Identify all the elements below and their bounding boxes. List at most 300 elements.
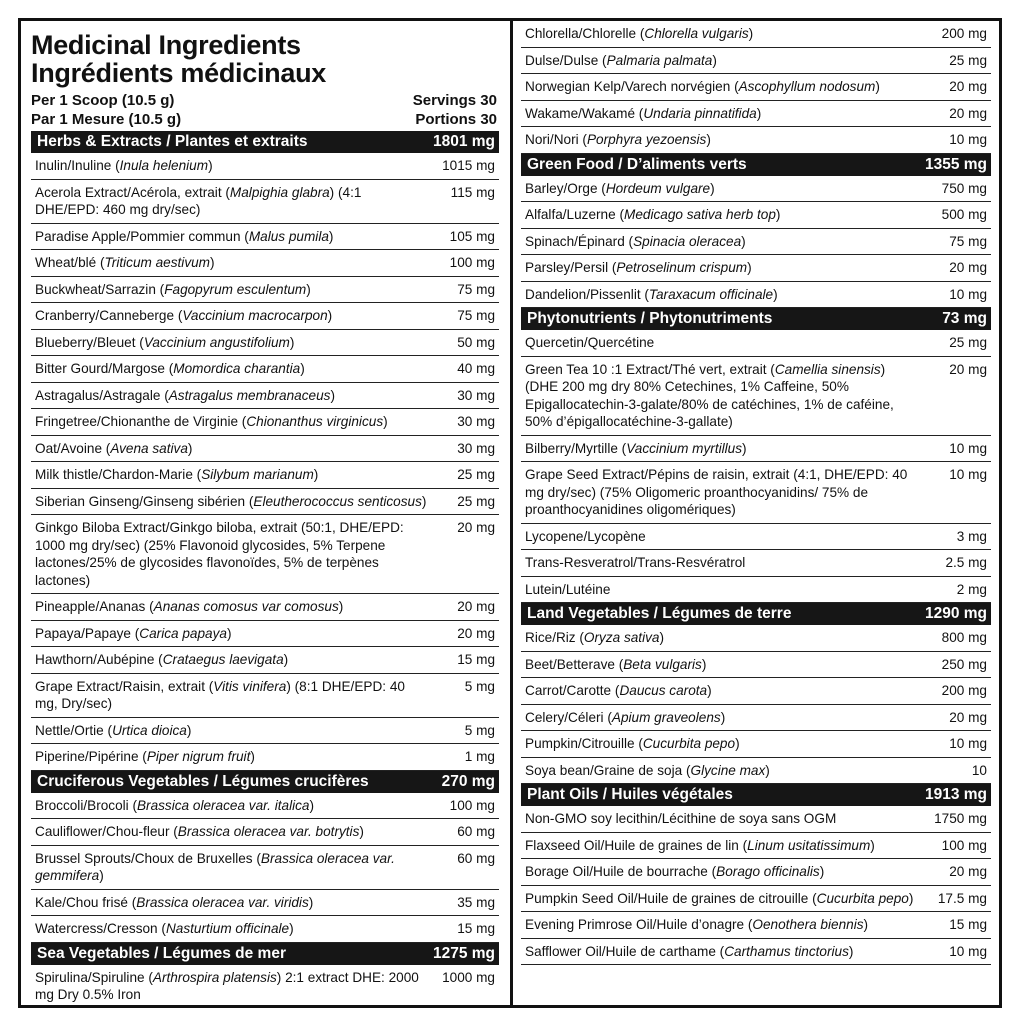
ingredient-row [31, 890, 499, 917]
ingredient-latin-name: Nasturtium officinale [165, 921, 290, 936]
ingredient-row [521, 806, 991, 833]
ingredient-latin-name: Malpighia glabra [229, 184, 330, 200]
ingredient-latin-name: Camellia sinensis [774, 361, 881, 377]
ingredient-latin-name: Brassica oleracea var. italica [136, 797, 310, 813]
ingredient-latin-name: Carthamus tinctorius [724, 943, 849, 959]
ingredient-common-name: Bitter Gourd/Margose ( [35, 361, 174, 376]
ingredient-common-name: Non-GMO soy lecithin/Lécithine de soya sans OGM [525, 811, 837, 826]
ingredient-name [525, 206, 929, 224]
ingredient-amount: 10 mg [949, 286, 987, 302]
ingredient-section [521, 784, 991, 965]
ingredient-name [525, 735, 929, 753]
ingredient-section [521, 603, 991, 784]
ingredient-name [525, 890, 929, 908]
ingredient-common-name: Hawthorn/Aubépine ( [35, 652, 163, 667]
ingredient-row [31, 819, 499, 846]
ingredient-details: ) [210, 255, 215, 270]
ingredient-details: ) [875, 79, 880, 94]
ingredient-details: ) [226, 625, 232, 641]
ingredient-latin-name: Triticum aestivum [104, 255, 211, 270]
ingredient-name [35, 307, 437, 325]
ingredient-common-name: Pineapple/Ananas ( [35, 599, 154, 614]
ingredient-latin-name: Malus pumila [248, 228, 329, 244]
ingredient-amount: 20 mg [949, 361, 987, 377]
ingredient-details: ) [710, 180, 715, 196]
ingredient-name [525, 361, 929, 431]
ingredient-latin-name: Linum usitatissimum [747, 837, 871, 853]
ingredient-details: ) [741, 233, 746, 249]
ingredient-amount: 1750 mg [934, 811, 987, 826]
section-total: 73 mg [942, 310, 987, 327]
ingredient-common-name: Grape Extract/Raisin, extrait ( [35, 678, 214, 694]
ingredient-name [35, 850, 437, 885]
ingredient-row [521, 436, 991, 463]
ingredient-details: ) [99, 868, 104, 883]
ingredient-details: ) [712, 52, 717, 68]
ingredient-details: ) [309, 797, 315, 813]
section-name: Plant Oils / Huiles végétales [527, 786, 733, 803]
ingredient-row [31, 674, 499, 718]
ingredient-name [525, 466, 929, 519]
ingredient-latin-name: Oryza sativa [583, 630, 660, 645]
ingredient-common-name: Parsley/Persil ( [525, 260, 617, 275]
ingredient-latin-name: Vaccinium angustifolium [143, 334, 290, 350]
ingredient-amount: 100 mg [449, 255, 495, 270]
ingredient-amount: 250 mg [941, 656, 987, 672]
ingredient-name [525, 25, 929, 43]
ingredient-name [35, 387, 437, 405]
ingredient-details: ) (4:1 DHE/EPD: 460 mg dry/sec) [35, 184, 362, 217]
ingredient-latin-name: Crataegus laevigata [162, 652, 284, 667]
ingredient-amount: 50 mg [457, 334, 495, 350]
ingredient-amount: 20 mg [457, 520, 495, 535]
ingredient-amount: 30 mg [457, 440, 495, 456]
ingredient-name [35, 157, 437, 175]
ingredient-row [31, 436, 499, 463]
ingredient-name [525, 837, 929, 855]
ingredient-name [35, 722, 437, 740]
ingredient-section [31, 943, 499, 1008]
ingredient-latin-name: Vaccinium myrtillus [626, 440, 743, 456]
ingredient-row [521, 127, 991, 154]
per-scoop-english: Per 1 Scoop (10.5 g) [31, 92, 175, 109]
ingredient-amount: 15 mg [949, 917, 987, 932]
ingredient-common-name: Dulse/Dulse ( [525, 52, 607, 68]
ingredient-amount: 10 mg [949, 943, 987, 959]
ingredient-common-name: Norwegian Kelp/Varech norvégien ( [525, 79, 739, 94]
ingredient-details: ) [330, 387, 335, 403]
ingredients-panel [18, 18, 1002, 1008]
ingredient-common-name: Milk thistle/Chardon-Marie ( [35, 467, 202, 482]
ingredient-amount: 10 mg [949, 132, 987, 147]
ingredient-latin-name: Ascophyllum nodosum [738, 79, 876, 94]
ingredient-common-name: Soya bean/Graine de soja ( [525, 762, 691, 778]
ingredient-common-name: Astragalus/Astragale ( [35, 387, 169, 403]
ingredient-details: ) [383, 414, 388, 429]
ingredient-name [35, 969, 437, 1004]
ingredient-name [525, 334, 929, 352]
ingredient-amount: 5 mg [464, 722, 495, 738]
ingredient-details: ) [747, 260, 752, 275]
ingredient-common-name: Grape Seed Extract/Pépins de raisin, extrait (4:1, DHE/EPD: 40 mg dry/sec) (75% Oligomeric proanthocyanidins/ 75% de proanthocyanidines oligomériques) [525, 467, 908, 517]
ingredient-amount: 60 mg [457, 850, 495, 866]
ingredient-amount: 20 mg [949, 105, 987, 121]
left-sections [31, 131, 499, 1008]
ingredient-name [35, 493, 437, 511]
ingredient-details: ) [735, 736, 740, 751]
ingredient-common-name: Rice/Riz ( [525, 630, 584, 645]
ingredient-details: ) (8:1 DHE/EPD: 40 mg, Dry/sec) [35, 678, 405, 711]
ingredient-latin-name: Chionanthus virginicus [246, 414, 384, 429]
ingredient-latin-name: Brassica oleracea var. gemmifera [35, 850, 395, 883]
ingredient-amount: 500 mg [941, 207, 987, 222]
ingredient-amount: 10 mg [949, 736, 987, 751]
ingredient-amount: 1000 mg [442, 969, 495, 985]
ingredient-name [35, 797, 437, 815]
ingredient-common-name: Cranberry/Canneberge ( [35, 308, 183, 323]
ingredient-row [521, 886, 991, 913]
ingredient-row [31, 224, 499, 251]
ingredient-row [521, 74, 991, 101]
ingredient-details: ) [707, 683, 712, 698]
ingredient-common-name: Beet/Betterave ( [525, 656, 624, 672]
ingredient-amount: 75 mg [457, 308, 495, 323]
ingredient-latin-name: Spinacia oleracea [633, 233, 742, 249]
section-header [31, 131, 499, 153]
ingredient-common-name: Blueberry/Bleuet ( [35, 334, 144, 350]
ingredient-details: ) [187, 440, 193, 456]
ingredient-details: ) [308, 894, 314, 910]
ingredient-row [31, 153, 499, 180]
title-french: Ingrédients médicinaux [31, 58, 326, 88]
ingredient-amount: 200 mg [941, 683, 987, 698]
ingredient-common-name: Celery/Céleri ( [525, 709, 612, 725]
ingredient-name [35, 281, 437, 299]
ingredient-name [35, 678, 437, 713]
ingredient-latin-name: Chlorella vulgaris [644, 26, 749, 41]
ingredient-name [525, 581, 929, 599]
section-name: Cruciferous Vegetables / Légumes crucifères [37, 772, 369, 790]
ingredient-details: ) [659, 630, 664, 645]
ingredient-name [35, 920, 437, 938]
ingredient-amount: 10 mg [949, 440, 987, 456]
ingredient-amount: 100 mg [941, 837, 987, 853]
ingredient-name [525, 440, 929, 458]
ingredient-name [35, 894, 437, 912]
ingredient-name [525, 943, 929, 961]
ingredient-latin-name: Eleutherococcus senticosus [253, 493, 422, 509]
ingredient-details: ) [756, 105, 762, 121]
ingredient-name [35, 440, 437, 458]
ingredient-latin-name: Arthrospira platensis [152, 969, 277, 985]
ingredient-common-name: Dandelion/Pissenlit ( [525, 286, 649, 302]
ingredient-details: ) [186, 722, 192, 738]
ingredient-common-name: Evening Primrose Oil/Huile d’onagre ( [525, 917, 753, 932]
ingredient-name [35, 748, 437, 766]
ingredient-amount: 800 mg [941, 630, 987, 645]
ingredient-name [525, 528, 929, 546]
ingredient-latin-name: Palmaria palmata [606, 52, 713, 68]
section-total: 270 mg [441, 772, 495, 790]
ingredient-amount: 20 mg [949, 709, 987, 725]
ingredient-common-name: Kale/Chou frisé ( [35, 894, 137, 910]
ingredient-name [35, 254, 437, 272]
ingredient-row [31, 793, 499, 820]
ingredient-details: ) [870, 837, 875, 853]
ingredient-details: ) [720, 709, 726, 725]
ingredient-common-name: Cauliflower/Chou-fleur ( [35, 824, 178, 839]
section-total: 1801 mg [432, 133, 495, 150]
ingredient-row [31, 718, 499, 745]
ingredient-amount: 15 mg [457, 921, 495, 936]
section-header [521, 784, 991, 806]
ingredient-row [521, 912, 991, 939]
ingredient-section [521, 308, 991, 603]
ingredient-amount: 15 mg [457, 652, 495, 667]
ingredient-details: ) [421, 493, 427, 509]
left-column [31, 21, 499, 1008]
ingredient-row [521, 833, 991, 860]
ingredient-common-name: Chlorella/Chlorelle ( [525, 26, 645, 41]
ingredient-details: ) 2:1 extract DHE: 2000 mg Dry 0.5% Iron [35, 969, 419, 1002]
ingredient-latin-name: Urtica dioica [112, 722, 187, 738]
ingredient-latin-name: Hordeum vulgare [605, 180, 711, 196]
ingredient-name [35, 334, 437, 352]
ingredient-amount: 25 mg [457, 493, 495, 509]
ingredient-row [31, 621, 499, 648]
ingredient-amount: 35 mg [457, 894, 495, 910]
ingredient-row [521, 357, 991, 436]
ingredient-row [521, 731, 991, 758]
ingredient-common-name: Brussel Sprouts/Choux de Bruxelles ( [35, 850, 261, 866]
ingredient-common-name: Piperine/Pipérine ( [35, 749, 147, 764]
ingredient-details: ) [300, 361, 305, 376]
ingredient-amount: 30 mg [457, 414, 495, 429]
serving-info [31, 91, 499, 129]
ingredient-name [35, 184, 437, 219]
ingredient-common-name: Siberian Ginseng/Ginseng sibérien ( [35, 493, 254, 509]
ingredient-amount: 105 mg [449, 228, 495, 244]
ingredient-latin-name: Oenothera biennis [752, 917, 864, 932]
section-name: Herbs & Extracts / Plantes et extraits [37, 133, 308, 150]
ingredient-name [525, 554, 929, 572]
ingredient-row [521, 21, 991, 48]
ingredient-name [525, 682, 929, 700]
ingredient-amount: 40 mg [457, 361, 495, 376]
section-total: 1290 mg [924, 605, 987, 622]
section-header [521, 603, 991, 625]
ingredient-details: ) [742, 440, 747, 456]
ingredient-common-name: Flaxseed Oil/Huile de graines de lin ( [525, 837, 748, 853]
ingredient-common-name: Broccoli/Brocoli ( [35, 797, 137, 813]
ingredient-name [35, 651, 437, 669]
ingredient-details: ) [208, 158, 213, 173]
ingredient-latin-name: Taraxacum officinale [648, 286, 774, 302]
ingredient-latin-name: Brassica oleracea var. botrytis [177, 824, 360, 839]
ingredient-latin-name: Porphyra yezoensis [586, 132, 707, 147]
ingredient-name [525, 810, 929, 828]
section-name: Land Vegetables / Légumes de terre [527, 605, 792, 622]
ingredient-common-name: Wheat/blé ( [35, 255, 105, 270]
ingredient-latin-name: Daucus carota [619, 683, 708, 698]
ingredient-row [31, 330, 499, 357]
ingredient-section [31, 131, 499, 771]
ingredient-name [525, 286, 929, 304]
ingredient-common-name: Spinach/Épinard ( [525, 233, 634, 249]
ingredient-details: ) [289, 921, 294, 936]
ingredient-common-name: Buckwheat/Sarrazin ( [35, 281, 165, 297]
ingredient-name [525, 78, 929, 96]
ingredient-name [35, 413, 437, 431]
ingredient-row [31, 916, 499, 943]
ingredient-latin-name: Ananas comosus var comosus [153, 599, 339, 614]
ingredient-amount: 30 mg [457, 387, 495, 403]
ingredient-latin-name: Beta vulgaris [623, 656, 702, 672]
ingredient-row [31, 965, 499, 1008]
ingredient-latin-name: Cucurbita pepo [816, 890, 909, 906]
ingredient-row [31, 515, 499, 594]
ingredient-amount: 25 mg [457, 467, 495, 482]
ingredient-common-name: Barley/Orge ( [525, 180, 606, 196]
ingredient-common-name: Pumpkin/Citrouille ( [525, 736, 643, 751]
ingredient-name [35, 228, 437, 246]
ingredient-amount: 20 mg [457, 625, 495, 641]
ingredient-latin-name: Undaria pinnatifida [643, 105, 757, 121]
ingredient-amount: 20 mg [949, 79, 987, 94]
ingredient-name [35, 598, 437, 616]
ingredient-amount: 200 mg [941, 26, 987, 41]
ingredient-name [525, 916, 929, 934]
ingredient-row [521, 202, 991, 229]
ingredient-latin-name: Apium graveolens [611, 709, 721, 725]
section-name: Sea Vegetables / Légumes de mer [37, 944, 286, 962]
ingredient-name [35, 625, 437, 643]
ingredient-common-name: Lutein/Lutéine [525, 581, 611, 597]
ingredient-common-name: Paradise Apple/Pommier commun ( [35, 228, 249, 244]
ingredient-row [31, 846, 499, 890]
servings-french: Portions 30 [415, 111, 497, 128]
ingredient-details: ) [908, 890, 914, 906]
ingredient-common-name: Ginkgo Biloba Extract/Ginkgo biloba, extrait (50:1, DHE/EPD: 1000 mg dry/sec) (25% Flavonoid glycosides, 5% Terpene lactones/25% de glycosides flavonoïdes, 5% de terpènes lactones) [35, 520, 404, 588]
ingredient-name [525, 105, 929, 123]
ingredient-section [31, 771, 499, 943]
ingredient-details: ) [313, 467, 319, 482]
ingredient-name [35, 360, 437, 378]
ingredient-latin-name: Silybum marianum [201, 467, 314, 482]
ingredient-row [521, 625, 991, 652]
servings-english: Servings 30 [412, 92, 497, 109]
section-name: Phytonutrients / Phytonutriments [527, 310, 773, 327]
ingredient-row [521, 229, 991, 256]
ingredient-amount: 100 mg [449, 797, 495, 813]
ingredient-common-name: Wakame/Wakamé ( [525, 105, 644, 121]
ingredient-name [525, 709, 929, 727]
ingredient-row [521, 577, 991, 604]
ingredient-common-name: Bilberry/Myrtille ( [525, 440, 627, 456]
ingredient-common-name: Alfalfa/Luzerne ( [525, 207, 624, 222]
ingredient-common-name: Quercetin/Quercétine [525, 335, 655, 350]
ingredient-common-name: Green Tea 10 :1 Extract/Thé vert, extrait ( [525, 361, 775, 377]
ingredient-amount: 5 mg [464, 678, 495, 694]
ingredient-row [31, 409, 499, 436]
ingredient-row [521, 652, 991, 679]
ingredient-common-name: Spirulina/Spiruline ( [35, 969, 153, 985]
ingredient-row [31, 277, 499, 304]
ingredient-amount: 2.5 mg [945, 555, 987, 570]
ingredient-latin-name: Momordica charantia [173, 361, 301, 376]
ingredient-amount: 1015 mg [442, 158, 495, 173]
ingredient-row [31, 180, 499, 224]
ingredient-amount: 10 [971, 762, 987, 778]
ingredient-name [525, 863, 929, 881]
ingredient-row [31, 303, 499, 330]
ingredient-name [525, 656, 929, 674]
ingredient-row [31, 647, 499, 674]
ingredient-amount: 25 mg [949, 52, 987, 68]
ingredient-details: ) [819, 864, 825, 879]
ingredient-amount: 3 mg [956, 528, 987, 544]
ingredient-amount: 75 mg [949, 233, 987, 249]
ingredient-amount: 115 mg [450, 184, 495, 200]
ingredient-common-name: Acerola Extract/Acérola, extrait ( [35, 184, 230, 200]
section-header [521, 308, 991, 330]
title-english: Medicinal Ingredients [31, 30, 301, 60]
section-name: Green Food / D’aliments verts [527, 155, 747, 173]
ingredient-common-name: Borage Oil/Huile de bourrache ( [525, 864, 717, 879]
ingredient-row [31, 744, 499, 771]
ingredient-amount: 2 mg [956, 581, 987, 597]
section-total: 1913 mg [924, 786, 987, 803]
ingredient-name [525, 259, 929, 277]
column-divider [510, 21, 513, 1005]
ingredient-row [31, 594, 499, 621]
ingredient-common-name: Safflower Oil/Huile de carthame ( [525, 943, 725, 959]
ingredient-latin-name: Petroselinum crispum [616, 260, 748, 275]
ingredient-common-name: Watercress/Cresson ( [35, 921, 166, 936]
section-total: 1355 mg [924, 155, 987, 173]
ingredient-common-name: Lycopene/Lycopène [525, 528, 646, 544]
ingredient-latin-name: Avena sativa [110, 440, 188, 456]
ingredient-details: ) [701, 656, 707, 672]
ingredient-latin-name: Fagopyrum esculentum [164, 281, 307, 297]
section-total: 1275 mg [432, 944, 495, 962]
ingredient-amount: 10 mg [949, 467, 987, 482]
ingredient-row [521, 524, 991, 551]
ingredient-common-name: Nettle/Ortie ( [35, 722, 113, 738]
ingredient-row [521, 705, 991, 732]
ingredient-common-name: Inulin/Inuline ( [35, 158, 120, 173]
ingredient-common-name: Carrot/Carotte ( [525, 683, 620, 698]
ingredient-details: ) [706, 132, 711, 147]
ingredient-details: ) [359, 824, 364, 839]
ingredient-details: ) [306, 281, 311, 297]
ingredient-details: ) [773, 286, 778, 302]
ingredient-details: ) [765, 762, 770, 778]
ingredient-row [521, 758, 991, 785]
ingredient-amount: 1 mg [464, 749, 495, 764]
ingredient-row [31, 462, 499, 489]
per-scoop-french: Par 1 Mesure (10.5 g) [31, 111, 182, 128]
ingredient-row [31, 489, 499, 516]
ingredient-details: ) [338, 599, 344, 614]
right-sections [521, 154, 991, 966]
ingredient-row [521, 462, 991, 524]
ingredient-latin-name: Cucurbita pepo [642, 736, 736, 751]
ingredient-name [525, 762, 929, 780]
ingredient-latin-name: Borago officinalis [716, 864, 820, 879]
ingredient-name [525, 180, 929, 198]
ingredient-amount: 20 mg [457, 599, 495, 614]
